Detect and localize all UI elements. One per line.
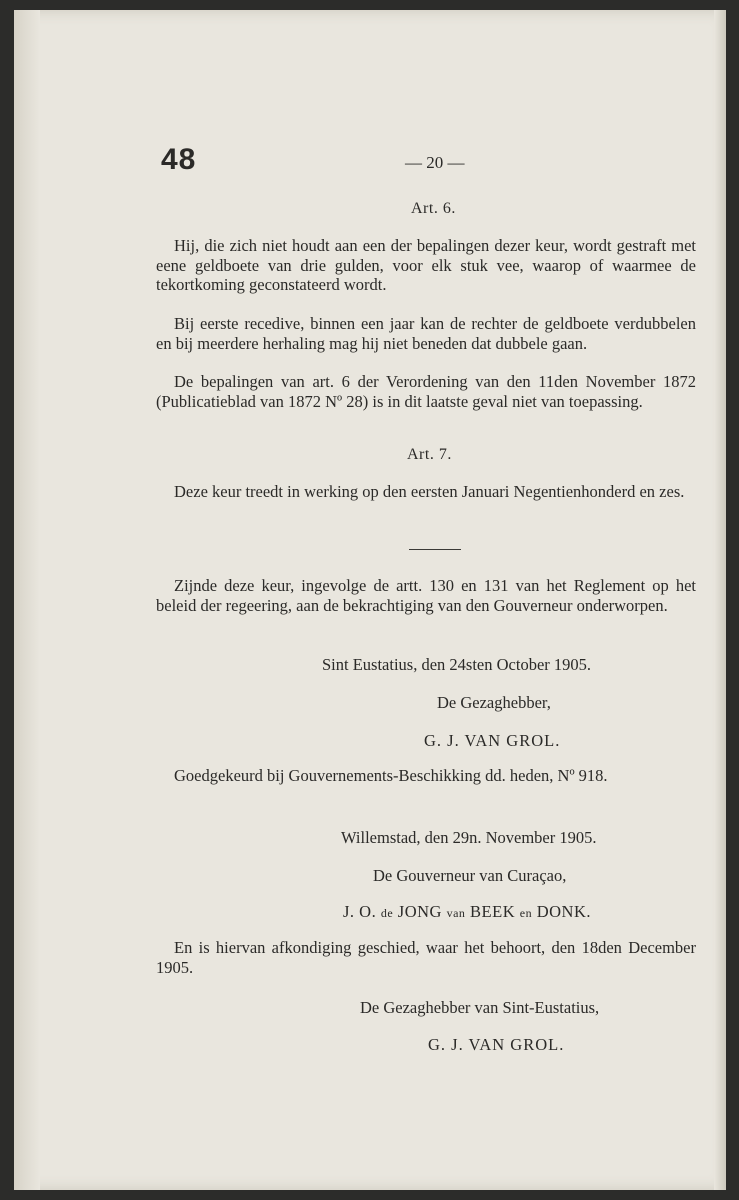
signer-name-part: JONG — [397, 902, 442, 921]
closing-intro: Zijnde deze keur, ingevolge de artt. 130 en 131 van het Reglement op het beleid der regeering, aan de bekrachtiging van den Gouverneur onderworpen. — [156, 576, 696, 615]
approval-text: Goedgekeurd bij Gouvernements-Beschikking dd. heden, Nº 918. — [174, 766, 608, 785]
signer-name-particle: van — [446, 906, 466, 920]
page-gutter — [14, 10, 40, 1190]
signer-title-gezaghebber: De Gezaghebber, — [437, 693, 551, 712]
article-7-heading: Art. 7. — [407, 446, 452, 463]
signer-name-part: BEEK — [470, 902, 516, 921]
signer-name-van-grol: G. J. VAN GROL. — [424, 731, 561, 750]
place-date-sint-eustatius: Sint Eustatius, den 24sten October 1905. — [322, 655, 592, 674]
signer-name-de-jong-van-beek-en-donk — [343, 902, 591, 922]
sub-page-number: — 20 — — [405, 153, 465, 172]
signer-name-van-grol-final: G. J. VAN GROL. — [428, 1035, 565, 1054]
article-6-paragraph-1: Hij, die zich niet houdt aan een der bepalingen dezer keur, wordt gestraft met eene geldboete van drie gulden, voor elk stuk vee, waarop of waarmee de tekortkoming geconstateerd wordt. — [156, 236, 696, 294]
page-number: 48 — [161, 143, 197, 176]
signer-name-particle: de — [380, 906, 394, 920]
section-divider — [409, 549, 461, 550]
place-date-willemstad: Willemstad, den 29n. November 1905. — [341, 828, 597, 847]
article-6-paragraph-3: De bepalingen van art. 6 der Verordening van den 11den November 1872 (Publicatieblad van 1872 Nº 28) is in dit laatste geval niet van toepassing. — [156, 372, 696, 411]
signer-title-gouverneur: De Gouverneur van Curaçao, — [373, 866, 567, 885]
signer-name-part: DONK. — [536, 902, 592, 921]
promulgation-text: En is hiervan afkondiging geschied, waar het behoort, den 18den December 1905. — [156, 938, 696, 977]
signer-name-particle: en — [519, 906, 533, 920]
article-6-heading: Art. 6. — [411, 200, 456, 217]
signer-title-gezaghebber-sint-eustatius: De Gezaghebber van Sint-Eustatius, — [360, 998, 600, 1017]
article-6-paragraph-2: Bij eerste recedive, binnen een jaar kan de rechter de geldboete verdubbelen en bij meerdere herhaling mag hij niet beneden dat dubbele gaan. — [156, 314, 696, 353]
article-7-paragraph: Deze keur treedt in werking op den eersten Januari Negentienhonderd en zes. — [174, 482, 685, 501]
signer-name-part: J. O. — [343, 902, 377, 921]
page-edge — [714, 10, 726, 1190]
